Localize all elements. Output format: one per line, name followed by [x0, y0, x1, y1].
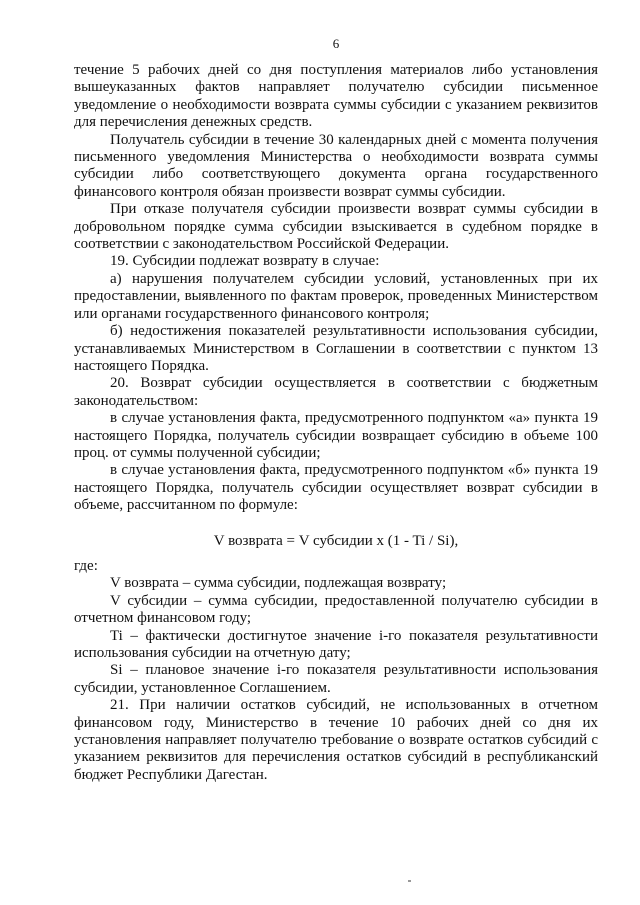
definition-ti: Ti – фактически достигнутое значение i-го показателя результативности использования субсидии на отчетную дату;: [74, 627, 598, 661]
paragraph-recipient-obligation: Получатель субсидии в течение 30 календарных дней с момента получения письменного уведомления Министерства о необходимости возврата суммы субсидии либо соответствующего документа органа государственного финансового контроля обязан произвести возврат суммы субсидии.: [74, 131, 598, 200]
refund-formula: V возврата = V субсидии x (1 - Ti / Si),: [213, 532, 459, 549]
page-number: 6: [332, 36, 340, 51]
paragraph-item-20-case-a: в случае установления факта, предусмотренного подпунктом «а» пункта 19 настоящего Порядка, получатель субсидии возвращает субсидию в объеме 100 проц. от суммы полученной субсидии;: [74, 410, 598, 461]
paragraph-item-20: 20. Возврат субсидии осуществляется в соответствии с бюджетным законодательством:: [74, 375, 598, 409]
paragraph-item-19: 19. Субсидии подлежат возврату в случае:: [110, 253, 380, 270]
paragraph-refusal: При отказе получателя субсидии произвести возврат суммы субсидии в добровольном порядке сумма субсидии взыскивается в судебном порядке в соответствии с законодательством Российской Федерации.: [74, 201, 598, 253]
paragraph-item-19-b: б) недостижения показателей результативности использования субсидии, устанавливаемых Министерством в Соглашении в соответствии с пунктом 13 настоящего Порядка.: [74, 323, 598, 374]
paragraph-item-20-case-b: в случае установления факта, предусмотренного подпунктом «б» пункта 19 настоящего Порядка, получатель субсидии осуществляет возврат субсидии в объеме, рассчитанном по формуле:: [74, 462, 598, 514]
paragraph-item-21: 21. При наличии остатков субсидий, не использованных в отчетном финансовом году, Министерство в течение 10 рабочих дней со дня их установления направляет получателю требование о возврате остатков субсидий с указанием реквизитов для перечисления остатков субсидий в республиканский бюджет Республики Дагестан.: [74, 697, 598, 783]
where-label: где:: [74, 557, 98, 574]
paragraph-item-19-a: а) нарушения получателем субсидии условий, установленных при их предоставлении, выявленного по фактам проверок, проведенных Министерством или органами государственного финансового контроля;: [74, 270, 598, 322]
document-page: [74, 36, 598, 784]
paragraph-continuation: течение 5 рабочих дней со дня поступления материалов либо установления вышеуказанных фактов направляет получателю субсидии письменное уведомление о необходимости возврата суммы субсидии с указанием реквизитов для перечисления денежных средств.: [74, 62, 598, 131]
definition-si: Si – плановое значение i-го показателя результативности использования субсидии, установленное Соглашением.: [74, 662, 598, 696]
scan-speck: [408, 880, 411, 882]
definition-v-subsidy: V субсидии – сумма субсидии, предоставленной получателю субсидии в отчетном финансовом году;: [74, 592, 598, 627]
definition-v-refund: V возврата – сумма субсидии, подлежащая возврату;: [110, 575, 447, 592]
